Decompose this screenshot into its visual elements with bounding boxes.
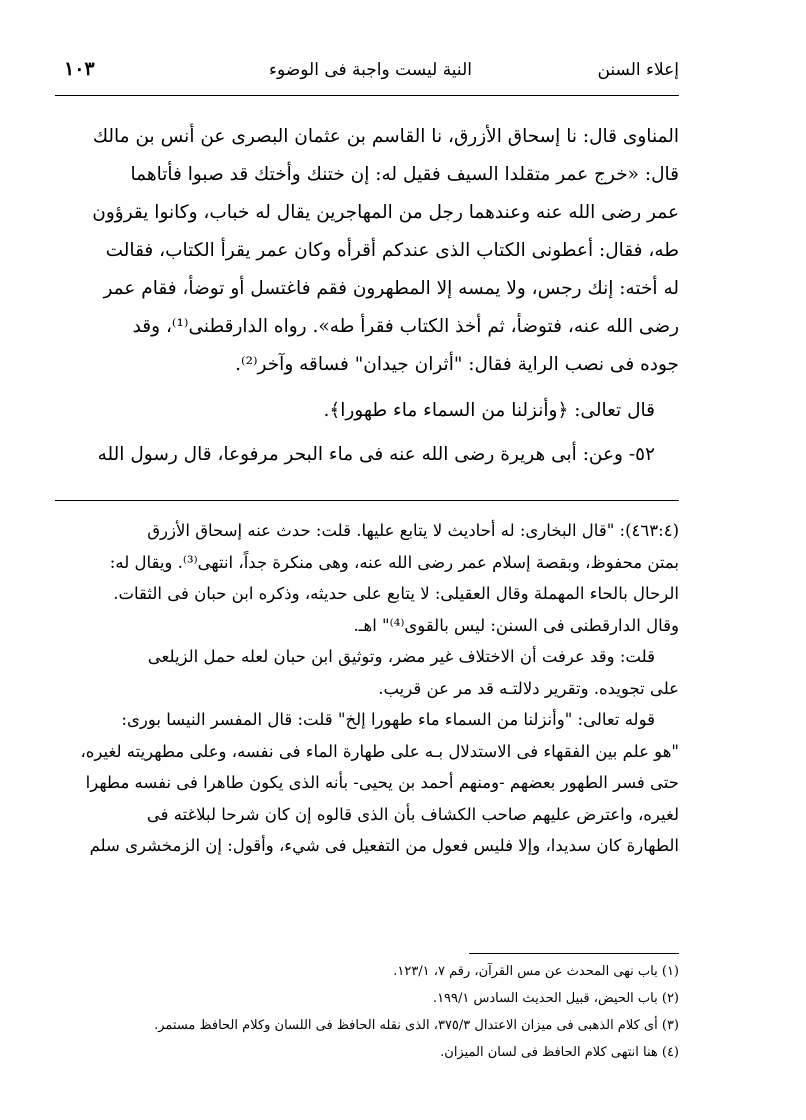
notes-divider (55, 500, 679, 501)
footnote-1: (١) باب نهى المحدث عن مس القرآن، رقم ٧، ١٢٣/١. (393, 964, 679, 979)
footnote-divider (469, 953, 679, 954)
note-line: الرحال بالحاء المهملة وقال العقيلى: لا يتابع على حديثه، وذكره ابن حبان فى الثقات. (113, 584, 679, 603)
footnote-2: (٢) باب الحيض، قبيل الحديث السادس ١٩٩/١. (432, 991, 679, 1006)
header-divider (55, 95, 679, 96)
main-line: عمر رضى الله عنه وعندهما رجل من المهاجرين يقال له خباب، وكانوا يقرؤون (92, 202, 679, 223)
note-line: (٤٦٣:٤): "قال البخارى: له أحاديث لا يتابع عليها. قلت: حدث عنه إسحاق الأزرق (147, 521, 679, 540)
main-line: المناوى قال: نا إسحاق الأزرق، نا القاسم بن عثمان البصرى عن أنس بن مالك (92, 126, 679, 147)
note-line: "هو علم بين الفقهاء فى الاستدلال بـه على طهارة الماء فى نفسه، وعلى مطهريته لغيره، (80, 741, 679, 761)
footnote-3: (٣) أى كلام الذهبى فى ميزان الاعتدال ٣٧٥/٣، الذى نقله الحافظ فى اللسان وكلام الحافظ مستمر. (154, 1018, 679, 1033)
note-line: بمتن محفوظ، وبقصة إسلام عمر رضى الله عنه، وهى منكرة جداً، انتهى⁽³⁾. ويقال له: (109, 552, 679, 572)
book-title: إعلاء السنن (597, 60, 679, 80)
note-line: على تجويده. وتقرير دلالتـه قد مر عن قريب. (378, 678, 679, 698)
main-line: رضى الله عنه، فتوضأ، ثم أخذ الكتاب فقرأ طه». رواه الدارقطنى⁽¹⁾، وقد (132, 316, 679, 337)
hadith-heading: ٥٢- وعن: أبى هريرة رضى الله عنه فى ماء البحر مرفوعا، قال رسول الله (97, 444, 655, 465)
main-text (62, 118, 679, 474)
main-line: قال: «خرج عمر متقلدا السيف فقيل له: إن ختنك وأختك قد صبوا فأتاهما (130, 164, 679, 185)
note-line: لغيره، واعترض عليهم صاحب الكشاف بأن الذى قالوه إن كان شرحا لبلاغته فى (146, 804, 679, 824)
commentary (62, 515, 679, 862)
quran-verse: قال تعالى: ﴿وأنزلنا من السماء ماء طهورا﴾. (323, 400, 655, 421)
page-number: ١٠٣ (64, 58, 95, 80)
main-line: جوده فى نصب الراية فقال: "أثران جيدان" فساقه وآخر⁽²⁾. (235, 354, 679, 375)
note-line: الطهارة كان سديدا، وإلا فليس فعول من التفعيل فى شيء، وأقول: إن الزمخشرى سلم (89, 836, 679, 855)
note-line: حتى فسر الطهور بعضهم -ومنهم أحمد بن يحيى- بأنه الذى يكون طاهرا فى نفسه مطهرا (85, 773, 679, 792)
chapter-title: النية ليست واجبة فى الوضوء (269, 60, 472, 80)
note-line: قلت: وقد عرفت أن الاختلاف غير مضر، وتوثيق ابن حبان لعله حمل الزيلعى (147, 647, 655, 666)
footnotes (62, 958, 679, 1066)
main-line: له أخته: إنك رجس، ولا يمسه إلا المطهرون فقم فاغتسل أو توضأ، فقام عمر (103, 278, 679, 299)
footnote-4: (٤) هنا انتهى كلام الحافظ فى لسان الميزان. (440, 1045, 679, 1060)
main-line: طه، فقال: أعطونى الكتاب الذى عندكم أقرأه وكان عمر يقرأ الكتاب، فقالت (105, 240, 679, 261)
note-line: وقال الدارقطنى فى السنن: ليس بالقوى⁽⁴⁾" اهـ. (353, 615, 679, 635)
running-header (62, 58, 679, 94)
note-line: قوله تعالى: "وأنزلنا من السماء ماء طهورا إلخ" قلت: قال المفسر النيسا بورى: (121, 710, 655, 729)
